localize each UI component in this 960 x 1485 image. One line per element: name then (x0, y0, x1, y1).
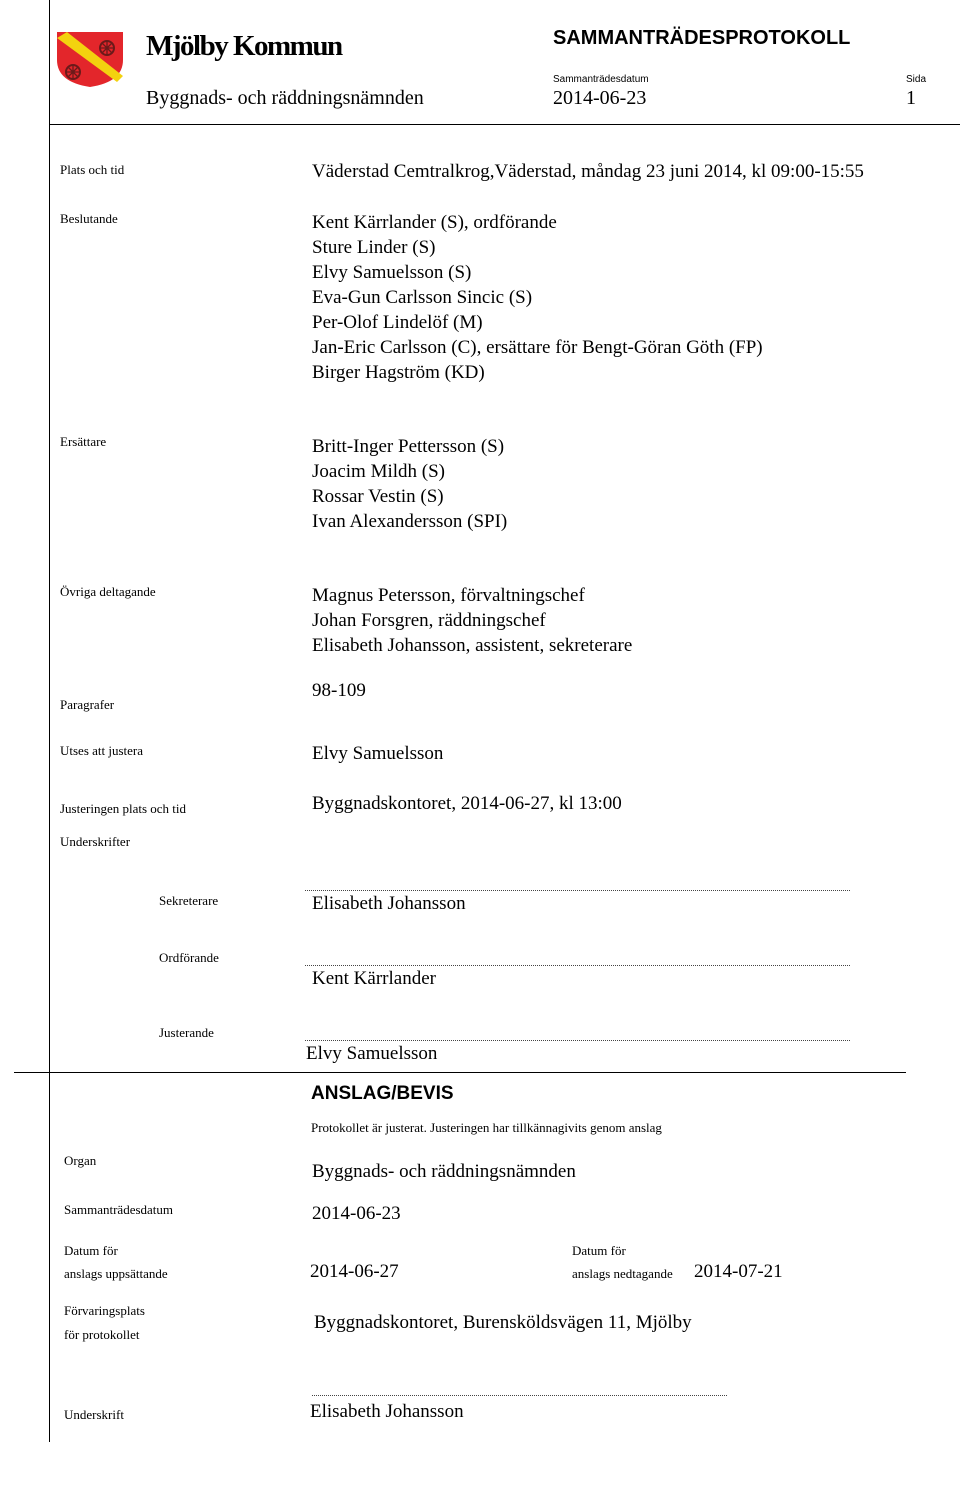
ordforande-label: Ordförande (159, 950, 219, 965)
left-border-top (49, 0, 50, 1072)
beslutande-item: Elvy Samuelsson (S) (312, 262, 472, 283)
ersattare-item: Ivan Alexandersson (SPI) (312, 511, 508, 532)
coat-of-arms-icon (55, 30, 125, 88)
committee-name: Byggnads- och räddningsnämnden (146, 87, 424, 109)
ersattare-label: Ersättare (60, 434, 107, 449)
ovriga-list (312, 583, 632, 658)
sekreterare-name: Elisabeth Johansson (312, 893, 466, 914)
justering-label: Justeringen plats och tid (60, 801, 187, 816)
justerande-name: Elvy Samuelsson (306, 1043, 438, 1064)
ovriga-item: Magnus Petersson, förvaltningschef (312, 585, 585, 606)
municipality-name: Mjölby Kommun (146, 30, 342, 62)
sekreterare-signature-line (305, 890, 850, 891)
nedtagande-label-line1: Datum för (572, 1243, 626, 1258)
beslutande-item: Sture Linder (S) (312, 237, 436, 258)
uppsattande-label-line2: anslags uppsättande (64, 1266, 168, 1281)
page-number: 1 (906, 87, 916, 109)
sekreterare-label: Sekreterare (159, 893, 219, 908)
ordforande-signature-line (305, 965, 850, 966)
ersattare-item: Joacim Mildh (S) (312, 461, 445, 482)
ovriga-item: Elisabeth Johansson, assistent, sekreterare (312, 635, 633, 656)
uppsattande-value: 2014-06-27 (310, 1261, 399, 1282)
justerande-signature-line (305, 1040, 850, 1041)
nedtagande-value: 2014-07-21 (694, 1261, 783, 1282)
justerande-label: Justerande (159, 1025, 214, 1040)
ersattare-list (312, 434, 507, 534)
anslag-title: ANSLAG/BEVIS (311, 1083, 454, 1104)
utses-value: Elvy Samuelsson (312, 743, 444, 764)
plats-label: Plats och tid (60, 162, 125, 177)
beslutande-item: Birger Hagström (KD) (312, 362, 485, 383)
nedtagande-label-line2: anslags nedtagande (572, 1266, 673, 1281)
datum-label: Sammanträdesdatum (64, 1202, 174, 1217)
forvaringsplats-label-line1: Förvaringsplats (64, 1303, 145, 1318)
beslutande-list (312, 210, 763, 385)
datum-value: 2014-06-23 (312, 1203, 401, 1224)
page-caption: Sida (906, 74, 927, 85)
justering-value: Byggnadskontoret, 2014-06-27, kl 13:00 (312, 793, 622, 814)
forvaringsplats-value: Byggnadskontoret, Burensköldsvägen 11, Mjölby (314, 1312, 692, 1333)
organ-label: Organ (64, 1153, 97, 1168)
beslutande-label: Beslutande (60, 211, 118, 226)
underskrift-label: Underskrift (64, 1407, 124, 1422)
ordforande-name: Kent Kärrlander (312, 968, 436, 989)
meeting-date: 2014-06-23 (553, 87, 647, 109)
paragrafer-label: Paragrafer (60, 697, 115, 712)
beslutande-item: Jan-Eric Carlsson (C), ersättare för Bengt-Göran Göth (FP) (312, 337, 763, 358)
ovriga-item: Johan Forsgren, räddningschef (312, 610, 546, 631)
beslutande-item: Eva-Gun Carlsson Sincic (S) (312, 287, 533, 308)
forvaringsplats-label-line2: för protokollet (64, 1327, 140, 1342)
anslag-rule (14, 1072, 906, 1073)
header-rule (49, 124, 960, 125)
beslutande-item: Per-Olof Lindelöf (M) (312, 312, 483, 333)
uppsattande-label-line1: Datum för (64, 1243, 118, 1258)
plats-value: Väderstad Cemtralkrog,Väderstad, måndag 23 juni 2014, kl 09:00-15:55 (312, 161, 864, 182)
left-border-bottom (49, 1072, 50, 1442)
municipality-logo (55, 30, 125, 88)
anslag-note: Protokollet är justerat. Justeringen har tillkännagivits genom anslag (311, 1120, 662, 1135)
ersattare-item: Britt-Inger Pettersson (S) (312, 436, 505, 457)
underskrift-name: Elisabeth Johansson (310, 1401, 464, 1422)
utses-label: Utses att justera (60, 743, 144, 758)
beslutande-item: Kent Kärrlander (S), ordförande (312, 212, 557, 233)
underskrift-signature-line (312, 1395, 727, 1396)
document-type: SAMMANTRÄDESPROTOKOLL (553, 27, 851, 49)
paragrafer-value: 98-109 (312, 680, 366, 701)
ovriga-label: Övriga deltagande (60, 584, 156, 599)
organ-value: Byggnads- och räddningsnämnden (312, 1161, 576, 1182)
date-caption: Sammanträdesdatum (553, 74, 649, 85)
underskrifter-label: Underskrifter (60, 834, 131, 849)
ersattare-item: Rossar Vestin (S) (312, 486, 444, 507)
